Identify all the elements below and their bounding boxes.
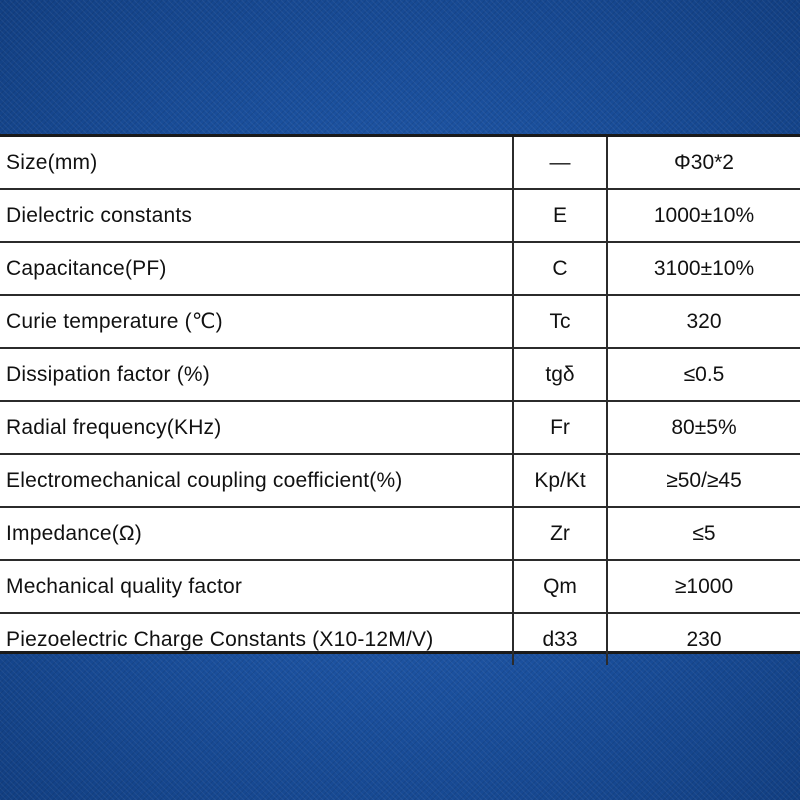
table-row	[0, 560, 800, 613]
background-top	[0, 0, 800, 134]
symbol-cell: —	[513, 137, 607, 189]
table-row	[0, 295, 800, 348]
parameter-cell: Mechanical quality factor	[0, 560, 513, 613]
table-row	[0, 348, 800, 401]
value-cell: 3100±10%	[607, 242, 800, 295]
symbol-cell: C	[513, 242, 607, 295]
symbol-cell: Kp/Kt	[513, 454, 607, 507]
spec-table	[0, 137, 800, 665]
background-bottom	[0, 654, 800, 800]
parameter-cell: Electromechanical coupling coefficient(%)	[0, 454, 513, 507]
value-cell: 80±5%	[607, 401, 800, 454]
symbol-cell: E	[513, 189, 607, 242]
parameter-cell: Curie temperature (℃)	[0, 295, 513, 348]
symbol-cell: Fr	[513, 401, 607, 454]
symbol-cell: Qm	[513, 560, 607, 613]
table-row	[0, 401, 800, 454]
value-cell: 1000±10%	[607, 189, 800, 242]
parameter-cell: Radial frequency(KHz)	[0, 401, 513, 454]
symbol-cell: Tc	[513, 295, 607, 348]
table-row	[0, 137, 800, 189]
symbol-cell: d33	[513, 613, 607, 665]
value-cell: 230	[607, 613, 800, 665]
parameter-cell: Capacitance(PF)	[0, 242, 513, 295]
value-cell: ≥50/≥45	[607, 454, 800, 507]
table-row	[0, 242, 800, 295]
parameter-cell: Impedance(Ω)	[0, 507, 513, 560]
value-cell: ≤5	[607, 507, 800, 560]
parameter-cell: Size(mm)	[0, 137, 513, 189]
table-row	[0, 454, 800, 507]
table-row	[0, 507, 800, 560]
value-cell: 320	[607, 295, 800, 348]
value-cell: ≤0.5	[607, 348, 800, 401]
table-row	[0, 189, 800, 242]
value-cell: ≥1000	[607, 560, 800, 613]
parameter-cell: Dielectric constants	[0, 189, 513, 242]
parameter-cell: Dissipation factor (%)	[0, 348, 513, 401]
value-cell: Φ30*2	[607, 137, 800, 189]
symbol-cell: Zr	[513, 507, 607, 560]
parameter-cell: Piezoelectric Charge Constants (X10-12M/V)	[0, 613, 513, 665]
symbol-cell: tgδ	[513, 348, 607, 401]
spec-table-panel	[0, 134, 800, 654]
